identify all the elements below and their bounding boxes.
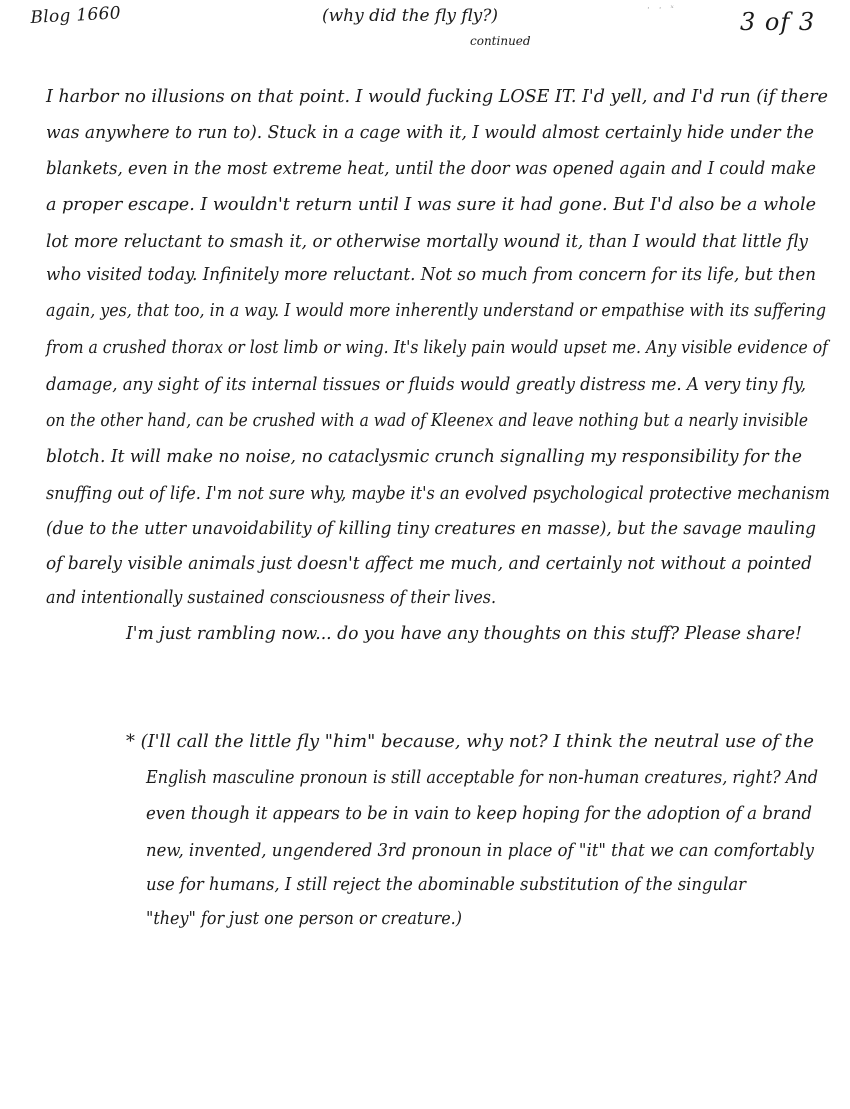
body-line: on the other hand, can be crushed with a wad of Kleenex and leave nothing but a nearly invisible (46, 411, 809, 431)
body-line: I harbor no illusions on that point. I would fucking LOSE IT. I'd yell, and I'd run (if there (46, 87, 828, 107)
body-line: and intentionally sustained consciousness of their lives. (46, 588, 497, 608)
footnote-line: "they" for just one person or creature.) (146, 909, 462, 929)
body-line: (due to the utter unavoidability of killing tiny creatures en masse), but the savage mauling (46, 519, 817, 539)
body-line: blotch. It will make no noise, no cataclysmic crunch signalling my responsibility for the (46, 447, 802, 467)
body-line: snuffing out of life. I'm not sure why, maybe it's an evolved psychological protective mechanism (46, 484, 830, 504)
body-line: I'm just rambling now... do you have any thoughts on this stuff? Please share! (126, 624, 802, 644)
body-line: was anywhere to run to). Stuck in a cage with it, I would almost certainly hide under the (46, 123, 814, 143)
page-number: 3 of 3 (740, 8, 816, 36)
blog-number-label: Blog 1660 (30, 3, 122, 28)
footnote-line: English masculine pronoun is still acceptable for non-human creatures, right? And (146, 768, 819, 788)
page-title: (why did the fly fly?) (322, 6, 499, 26)
footnote-line: * (I'll call the little fly "him" because, why not? I think the neutral use of the (126, 732, 814, 752)
body-line: damage, any sight of its internal tissues or fluids would greatly distress me. A very tiny fly, (46, 375, 807, 395)
body-line: blankets, even in the most extreme heat, until the door was opened again and I could make (46, 159, 816, 179)
body-line: again, yes, that too, in a way. I would more inherently understand or empathise with its suffering (46, 301, 826, 321)
title-continued-note: continued (470, 34, 531, 48)
paper-specks: · · ˣ (647, 4, 677, 14)
body-line: of barely visible animals just doesn't affect me much, and certainly not without a pointed (46, 554, 812, 574)
body-line: who visited today. Infinitely more reluctant. Not so much from concern for its life, but then (46, 265, 817, 285)
footnote-line: even though it appears to be in vain to keep hoping for the adoption of a brand (146, 804, 813, 824)
body-line: from a crushed thorax or lost limb or wing. It's likely pain would upset me. Any visible evidence of (46, 338, 828, 358)
footnote-line: new, invented, ungendered 3rd pronoun in place of "it" that we can comfortably (146, 841, 814, 861)
footnote-line: use for humans, I still reject the abominable substitution of the singular (146, 875, 746, 895)
body-line: lot more reluctant to smash it, or otherwise mortally wound it, than I would that little fly (46, 232, 808, 252)
body-line: a proper escape. I wouldn't return until I was sure it had gone. But I'd also be a whole (46, 195, 817, 215)
